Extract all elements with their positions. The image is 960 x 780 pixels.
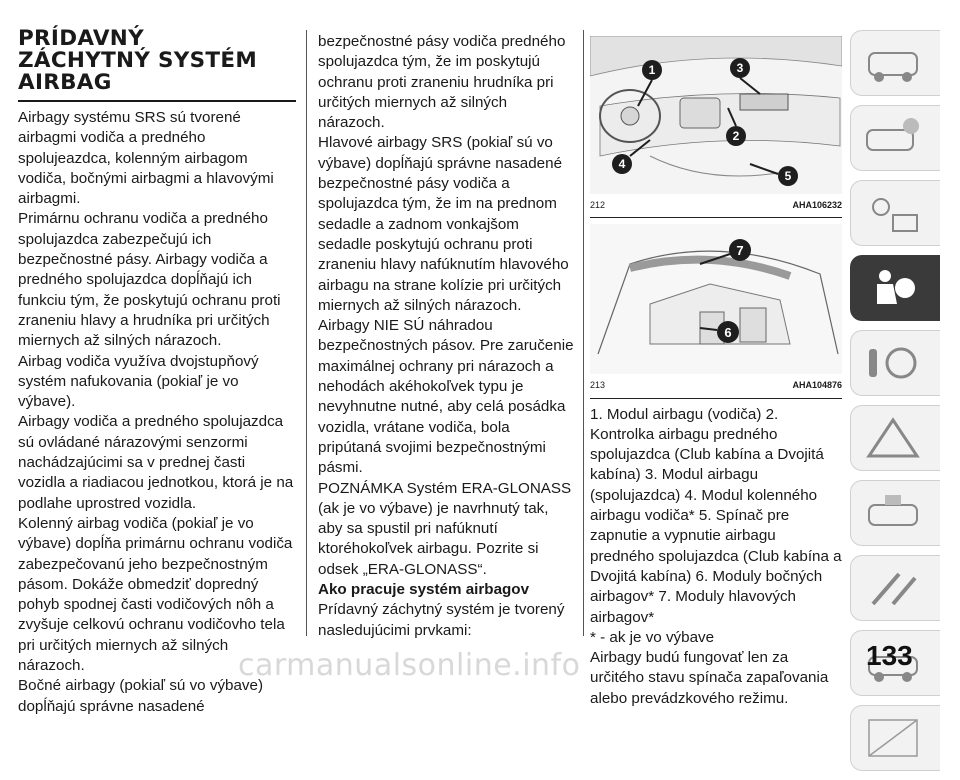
paragraph: Primárnu ochranu vodiča a predného spolujazdca zabezpečujú ich bezpečnostné pásy. Airbagy vodiča a predného spolujazdca dopĺňajú ich funkciu tým, že poskytujú ochranu proti zraneniu hlavy a hrudníka pri určitých miernych až silných nárazoch.	[18, 210, 281, 350]
tab-emergency[interactable]	[850, 405, 940, 471]
paragraph: Airbagy systému SRS sú tvorené airbagmi vodiča a predného spolujeazdca, kolenným airbagom vodiča, bočnými airbagmi a hlavovými airbagmi.	[18, 109, 274, 208]
figure-number: 212	[590, 200, 606, 210]
key-steering-icon	[863, 339, 923, 387]
callout-label: 5	[784, 169, 792, 183]
figure-code: AHA104876	[792, 380, 842, 391]
heading-line-1: PRÍDAVNÝ	[18, 26, 144, 51]
column-divider	[306, 30, 307, 636]
paragraph: Hlavové airbagy SRS (pokiaľ sú vo výbave) dopĺňajú správne nasadené bezpečnostné pásy vodiča a spolujazdca tým, že im na prednom sedadle a zadnom vonkajšom sedadle poskytujú ochranu proti zraneniu hlavy nafúknutím hlavového airbagu na strane kolízie pri určitých miernych až silných nárazoch.	[318, 134, 569, 314]
figure-code: AHA106232	[792, 200, 842, 210]
callout-label: 1	[648, 63, 656, 77]
page-number: 133	[866, 640, 913, 671]
paragraph: Airbag vodiča využíva dvojstupňový systém nafukovania (pokiaľ je vo výbave).	[18, 352, 259, 411]
paragraph: POZNÁMKA Systém ERA-GLONASS (ak je vo výbave) je navrhnutý tak, aby sa spustil pri nafúknutí ktoréhokoľvek airbagu. Pozrite si odsek „ERA-GLONASS“.	[318, 479, 572, 578]
car-dashboard-icon	[863, 39, 923, 87]
right-column	[590, 36, 842, 709]
paragraph: Kolenný airbag vodiča (pokiaľ je vo výbave) dopĺňa primárnu ochranu vodiča zabezpečovanú jeho bezpečnostným pásom. Dokáže obmedziť dopredný pohyb spodnej časti vodičových nôh a zvyšuje celkovú ochranu vodičovho tela pri určitých miernych až silných nárazoch.	[18, 514, 293, 675]
figure-213	[590, 224, 842, 398]
tab-service[interactable]	[850, 480, 940, 546]
page-heading	[18, 28, 296, 102]
tab-dashboard[interactable]	[850, 30, 940, 96]
tab-lights-messages[interactable]	[850, 180, 940, 246]
callout-label: 4	[618, 157, 626, 171]
legend-paragraph: 1. Modul airbagu (vodiča) 2. Kontrolka airbagu predného spolujazdca (Club kabína a Dvojitá kabína) 3. Modul airbagu (spolujazdca) 4. Modul kolenného airbagu vodiča* 5. Spínač pre zapnutie a vypnutie airbagu predného spolujazdca (Club kabína a Dvojitá kabína) 6. Moduly bočných airbagov* 7. Moduly hlavových airbagov*	[590, 405, 842, 626]
heading-line-3: AIRBAG	[18, 70, 112, 95]
figure-212	[590, 36, 842, 218]
paragraph: Prídavný záchytný systém je tvorený nasledujúcimi prvkami:	[318, 601, 565, 639]
tab-starting-driving[interactable]	[850, 330, 940, 396]
airbag-seat-icon	[863, 264, 923, 312]
car-service-icon	[863, 489, 923, 537]
tab-safety[interactable]	[850, 255, 940, 321]
tab-car-info[interactable]	[850, 105, 940, 171]
warning-triangle-icon	[863, 414, 923, 462]
section-subheading: Ako pracuje systém airbagov	[318, 581, 530, 599]
callout-label: 7	[736, 243, 744, 259]
callout-label: 3	[736, 61, 744, 75]
middle-column	[318, 32, 576, 641]
callout-label: 6	[724, 325, 732, 341]
tab-maintenance[interactable]	[850, 555, 940, 621]
dashboard-illustration	[590, 36, 842, 194]
paragraph: Bočné airbagy (pokiaľ sú vo výbave) dopĺňajú správne nasadené	[18, 677, 264, 715]
paragraph: Airbagy NIE SÚ náhradou bezpečnostných pásov. Pre zaručenie maximálnej ochrany pri nárazoch a nehodách akéhokoľvek typu je nevyhnutne nutné, aby celá posádka vozidla, vrátane vodiča, bola pripútaná svojimi bezpečnostnými pásmi.	[318, 317, 574, 477]
lights-message-icon	[863, 189, 923, 237]
left-column	[18, 28, 296, 717]
figure-number: 213	[590, 380, 606, 391]
tools-icon	[863, 564, 923, 612]
figure-caption-bar	[590, 374, 842, 398]
interior-side-illustration	[590, 224, 842, 374]
paragraph: bezpečnostné pásy vodiča predného spolujazdca tým, že im poskytujú ochranu proti zraneniu hrudníka pri určitých miernych až silných nárazoch.	[318, 33, 566, 132]
footnote: * - ak je vo výbave	[590, 628, 715, 646]
index-letters-icon	[863, 714, 923, 762]
column-divider	[583, 30, 584, 636]
figure-caption-bar	[590, 194, 842, 218]
heading-line-2: ZÁCHYTNÝ SYSTÉM	[18, 48, 258, 73]
car-info-icon	[863, 114, 923, 162]
tab-index[interactable]	[850, 705, 940, 771]
paragraph: Airbagy vodiča a predného spolujazdca sú ovládané nárazovými senzormi nachádzajúcimi sa v prednej časti vozidla a riadiacou jednotkou, ktorá je na podlahe uprostred vozidla.	[18, 413, 294, 512]
paragraph: Airbagy budú fungovať len za určitého stavu spínača zapaľovania alebo prevádzkového režimu.	[590, 649, 829, 707]
callout-label: 2	[732, 129, 740, 143]
watermark: carmanualsonline.info	[238, 648, 581, 683]
